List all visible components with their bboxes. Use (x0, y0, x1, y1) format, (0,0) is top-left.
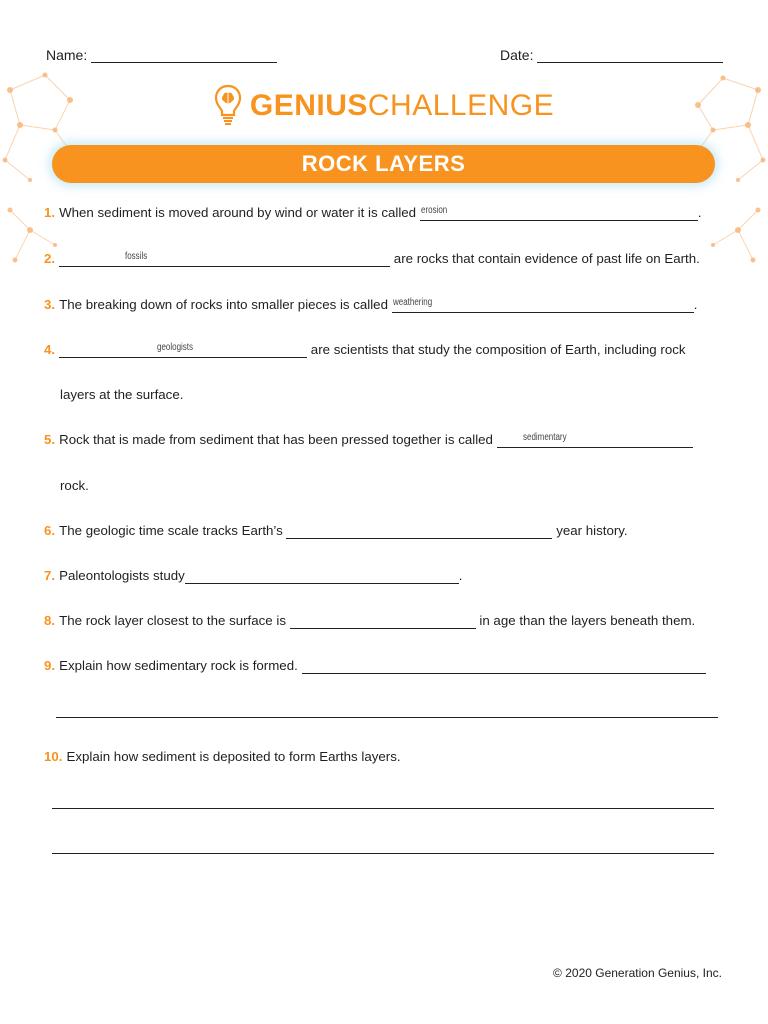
name-input-line[interactable] (91, 48, 277, 63)
name-field[interactable] (46, 47, 277, 63)
question-number: 4. (44, 342, 56, 357)
answer-blank[interactable] (185, 569, 459, 584)
answer-text: fossils (125, 251, 148, 262)
answer-text: weathering (392, 297, 432, 308)
question-number: 1. (44, 205, 56, 220)
question-number: 7. (44, 568, 56, 583)
question-number: 2. (44, 251, 56, 266)
logo-brand-bold: GENIUS (249, 89, 368, 122)
question-number: 3. (44, 297, 56, 312)
question-5-continuation: rock. (60, 478, 89, 493)
question-text: Paleontologists study (59, 568, 185, 583)
question-6 (44, 523, 628, 539)
question-number: 10. (44, 749, 63, 764)
answer-text: sedimentary (522, 432, 567, 443)
question-text: The breaking down of rocks into smaller pieces is called (59, 297, 388, 312)
question-2 (44, 251, 700, 267)
date-input-line[interactable] (537, 48, 723, 63)
answer-blank[interactable] (59, 343, 307, 358)
answer-blank[interactable] (392, 298, 694, 313)
question-text-end: are scientists that study the composition of Earth, including rock (310, 342, 686, 357)
question-number: 5. (44, 432, 56, 447)
answer-line[interactable] (52, 853, 714, 854)
title-banner (52, 145, 715, 183)
answer-blank[interactable] (286, 524, 552, 539)
answer-text: geologists (157, 342, 194, 353)
question-10 (44, 749, 401, 765)
answer-blank[interactable] (420, 206, 698, 221)
answer-text: erosion (420, 205, 448, 216)
question-number: 6. (44, 523, 56, 538)
name-label: Name: (46, 47, 88, 63)
page-title: ROCK LAYERS (301, 151, 466, 176)
question-text-end: . (458, 568, 463, 583)
question-number: 9. (44, 658, 56, 673)
question-text-end: year history. (556, 523, 628, 538)
answer-line[interactable] (52, 808, 714, 809)
question-1 (44, 205, 701, 221)
question-text: The rock layer closest to the surface is (59, 613, 286, 628)
genius-challenge-logo (0, 84, 768, 128)
question-text: Explain how sedimentary rock is formed. (59, 658, 298, 673)
question-text: When sediment is moved around by wind or water it is called (59, 205, 417, 220)
answer-blank[interactable] (290, 614, 476, 629)
question-4 (44, 342, 686, 358)
answer-line[interactable] (56, 717, 718, 718)
question-text: Rock that is made from sediment that has been pressed together is called (59, 432, 493, 447)
question-3 (44, 297, 697, 313)
question-text: Explain how sediment is deposited to form Earths layers. (66, 749, 401, 764)
question-text: The geologic time scale tracks Earth’s (59, 523, 283, 538)
answer-blank[interactable] (59, 252, 390, 267)
answer-blank[interactable] (497, 433, 693, 448)
answer-blank[interactable] (302, 659, 706, 674)
copyright-footer: © 2020 Generation Genius, Inc. (553, 966, 722, 980)
date-label: Date: (500, 47, 534, 63)
question-8 (44, 613, 695, 629)
question-text-end: are rocks that contain evidence of past life on Earth. (393, 251, 700, 266)
question-text-end: . (697, 205, 702, 220)
logo-brand-light: CHALLENGE (367, 89, 555, 122)
question-5 (44, 432, 693, 448)
question-7 (44, 568, 462, 584)
question-number: 8. (44, 613, 56, 628)
question-text-end: in age than the layers beneath them. (479, 613, 696, 628)
question-9 (44, 658, 706, 674)
lightbulb-brain-icon (214, 84, 242, 128)
logo-wordmark (250, 91, 554, 121)
question-4-continuation: layers at the surface. (60, 387, 184, 402)
question-text-end: . (693, 297, 698, 312)
date-field[interactable] (500, 47, 723, 63)
